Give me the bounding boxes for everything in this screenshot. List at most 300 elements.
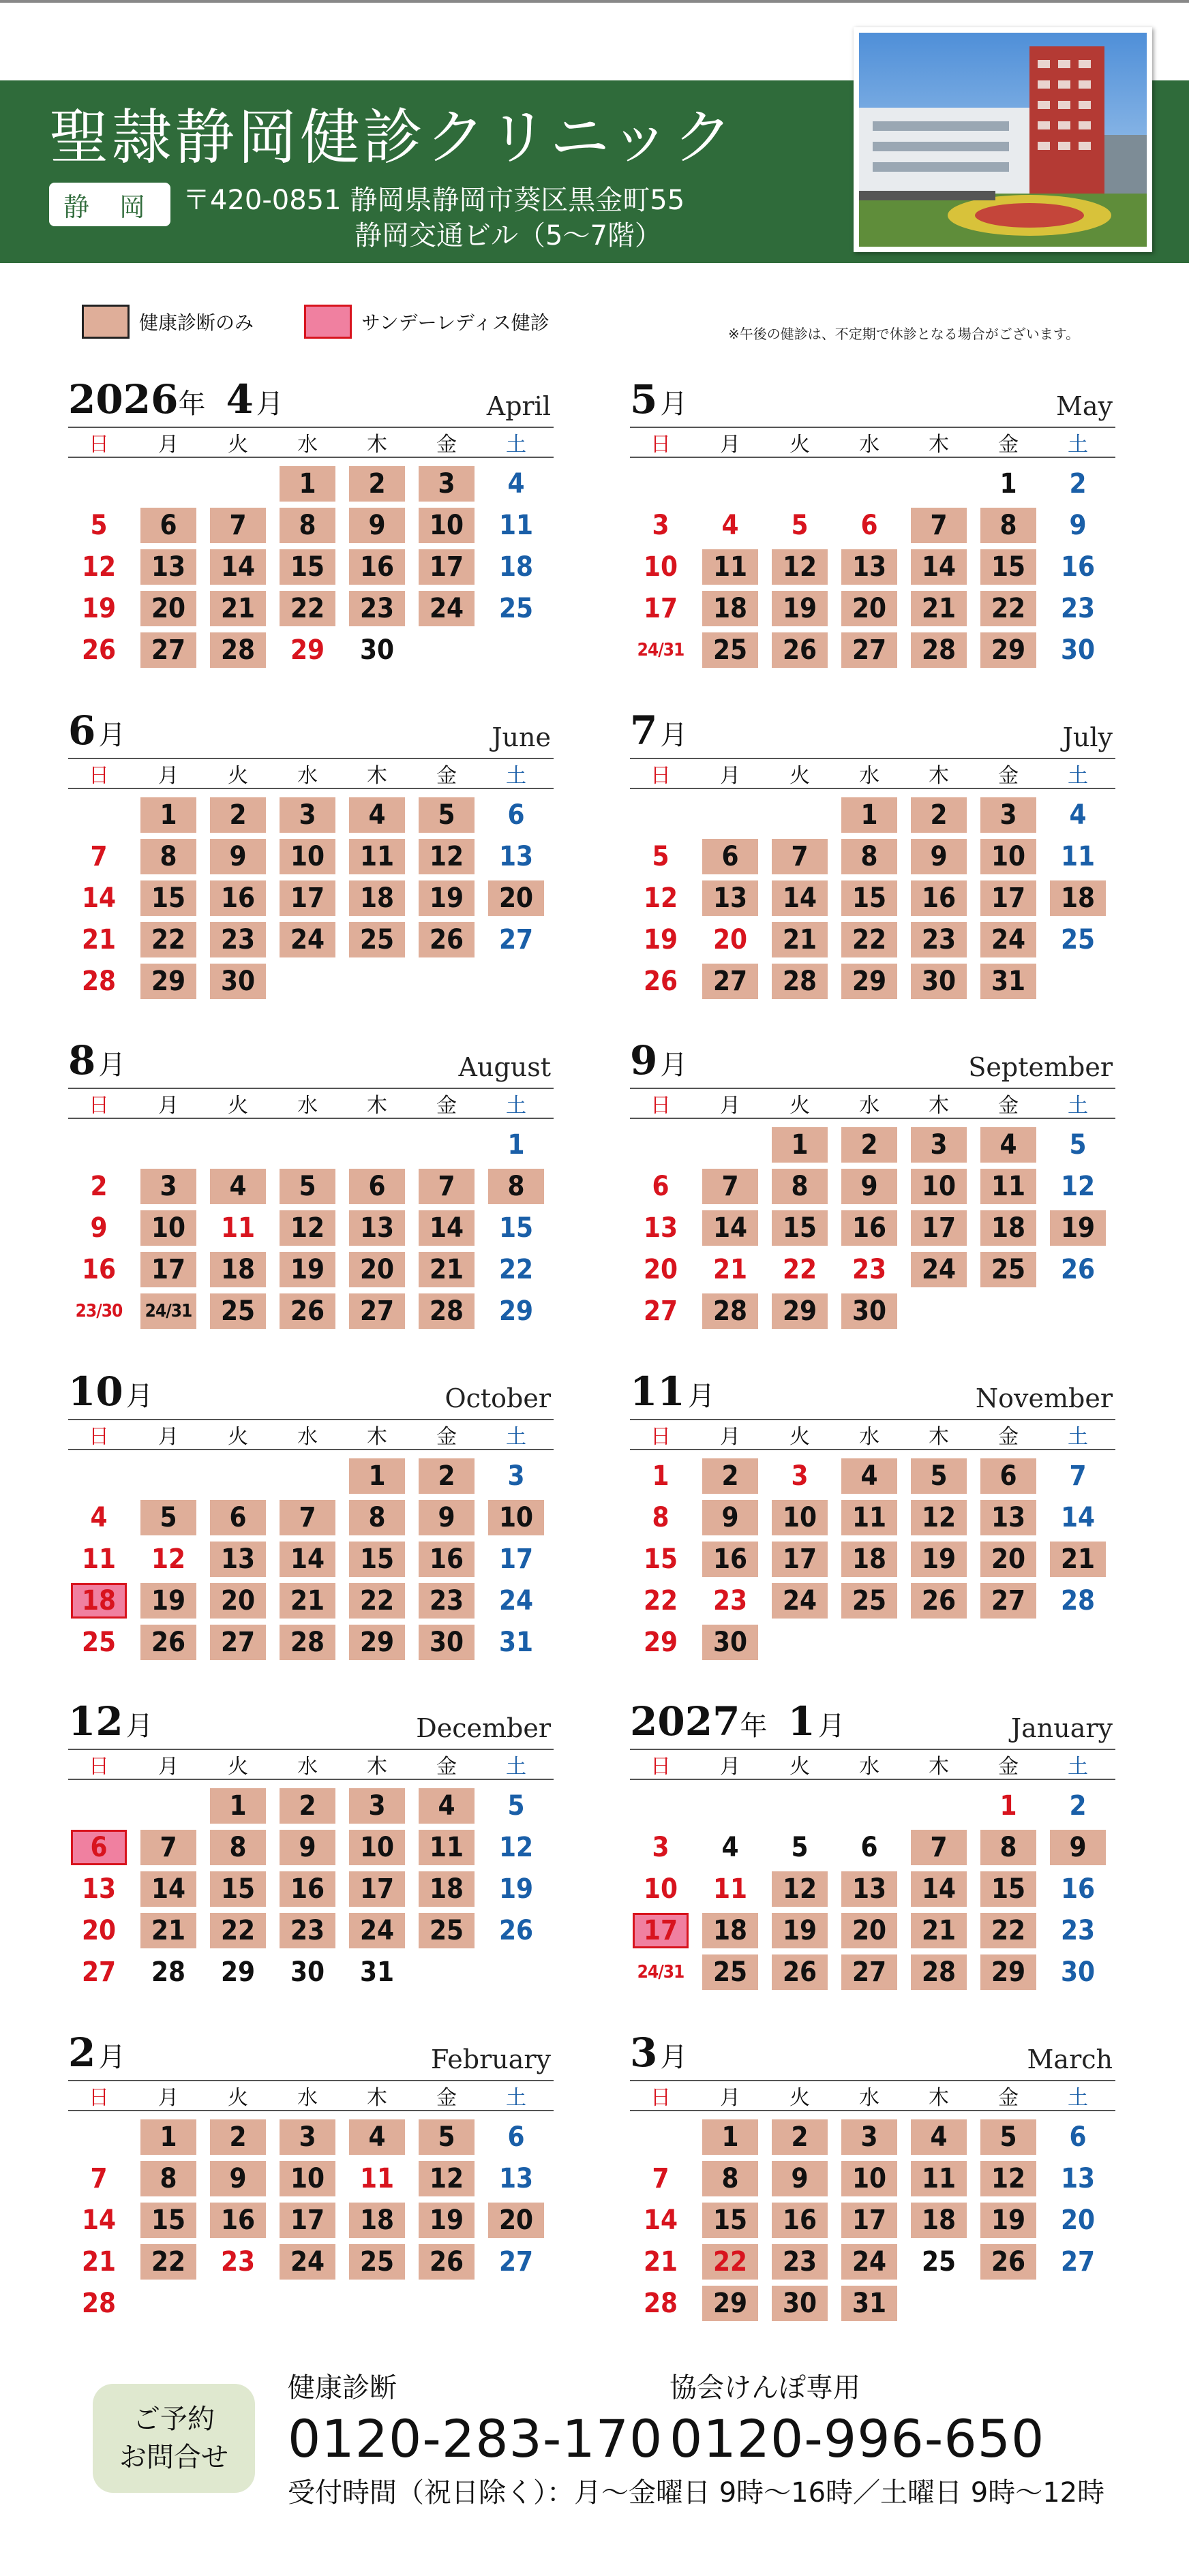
day-cell: 13 [349, 1210, 405, 1246]
day-cell: 30 [290, 1957, 325, 1988]
day-cell: 20 [488, 2203, 544, 2238]
day-cell: 5 [90, 510, 108, 541]
weekday-1: 月 [158, 2086, 179, 2110]
checkup-phone-label: 健康診断 [288, 2372, 397, 2404]
day-cell: 2 [772, 2119, 828, 2155]
day-cell: 3 [280, 2119, 335, 2155]
day-cell: 9 [1050, 1830, 1106, 1865]
day-cell: 12 [1060, 1171, 1096, 1202]
day-cell: 30 [359, 634, 395, 666]
day-cell: 7 [652, 2163, 669, 2194]
day-cell: 3 [140, 1169, 196, 1204]
day-cell: 11 [419, 1830, 475, 1865]
month-number: 6 [68, 707, 96, 754]
day-cell: 30 [841, 1293, 897, 1329]
day-cell: 19 [498, 1873, 534, 1905]
day-cell: 11 [220, 1212, 256, 1244]
weekday-header [68, 428, 554, 457]
weekday-1: 月 [158, 1425, 179, 1449]
month-kanji: 月 [125, 1381, 153, 1412]
month-english: July [1062, 722, 1113, 752]
day-cell: 11 [359, 2163, 395, 2194]
weekday-header [630, 428, 1115, 457]
day-cell: 6 [507, 799, 525, 831]
day-cell: 8 [140, 839, 196, 874]
weekday-1: 月 [720, 764, 740, 788]
day-cell: 14 [81, 2205, 117, 2236]
day-cell: 22 [841, 922, 897, 957]
day-cell: 19 [419, 880, 475, 916]
day-cell: 4 [419, 1788, 475, 1824]
day-cell: 26 [1060, 1254, 1096, 1285]
day-cell: 24 [280, 2244, 335, 2280]
day-cell: 1 [140, 797, 196, 833]
weekday-1: 月 [720, 1755, 740, 1779]
day-cell: 3 [507, 1460, 525, 1492]
day-cell: 26 [911, 1583, 967, 1619]
day-cell: 20 [980, 1542, 1036, 1577]
legend-ladies-label: サンデーレディス健診 [361, 311, 550, 334]
day-cell: 31 [359, 1957, 395, 1988]
day-cell: 12 [419, 2161, 475, 2196]
day-cell: 29 [980, 632, 1036, 668]
day-cell: 25 [702, 632, 758, 668]
month-2026-04 [68, 376, 554, 666]
top-border [0, 0, 1189, 3]
month-2026-11 [630, 1368, 1115, 1658]
weekday-5: 金 [998, 1094, 1019, 1118]
month-title [68, 1368, 153, 1415]
day-cell: 6 [980, 1458, 1036, 1494]
weekday-5: 金 [436, 764, 457, 788]
day-cell: 19 [643, 924, 678, 955]
month-english: October [445, 1383, 551, 1413]
day-cell: 4 [1069, 799, 1087, 831]
day-cell: 25 [349, 922, 405, 957]
month-kanji: 月 [687, 1381, 715, 1412]
weekday-0: 日 [89, 433, 109, 457]
day-cell: 11 [81, 1544, 117, 1575]
day-cell: 27 [980, 1583, 1036, 1619]
day-cell: 21 [210, 591, 266, 626]
day-cell: 12 [980, 2161, 1036, 2196]
day-cell: 23 [210, 922, 266, 957]
day-cell: 9 [280, 1830, 335, 1865]
month-title [630, 707, 687, 754]
month-number: 11 [630, 1368, 685, 1415]
day-cell: 24/31 [140, 1293, 196, 1329]
weekday-4: 木 [929, 1755, 949, 1779]
day-cell: 11 [349, 839, 405, 874]
day-cell: 26 [140, 1625, 196, 1660]
day-cell: 20 [210, 1583, 266, 1619]
month-english: June [492, 722, 551, 752]
legend-checkup-swatch [82, 305, 130, 339]
day-cell: 7 [702, 1169, 758, 1204]
day-cell: 16 [81, 1254, 117, 1285]
weekday-4: 木 [367, 1755, 387, 1779]
day-cell: 17 [980, 880, 1036, 916]
legend-ladies-swatch [304, 305, 352, 339]
day-cell: 17 [841, 2203, 897, 2238]
weekday-4: 木 [367, 1094, 387, 1118]
day-cell: 8 [349, 1500, 405, 1535]
day-cell: 15 [643, 1544, 678, 1575]
month-number: 3 [630, 2029, 658, 2076]
day-cell: 17 [911, 1210, 967, 1246]
month-kanji: 月 [660, 2042, 688, 2073]
weekday-5: 金 [436, 1425, 457, 1449]
day-cell: 19 [772, 1913, 828, 1948]
day-cell: 3 [280, 797, 335, 833]
day-cell: 20 [81, 1915, 117, 1946]
day-cell: 10 [419, 508, 475, 543]
day-cell: 5 [507, 1790, 525, 1822]
day-cell: 25 [349, 2244, 405, 2280]
day-cell: 19 [81, 593, 117, 624]
day-cell: 16 [772, 2203, 828, 2238]
month-number: 12 [68, 1698, 123, 1745]
weekday-0: 日 [89, 1094, 109, 1118]
day-cell: 28 [643, 2288, 678, 2319]
weekday-4: 木 [929, 1425, 949, 1449]
weekday-5: 金 [998, 764, 1019, 788]
day-cell: 20 [841, 591, 897, 626]
day-cell: 12 [81, 551, 117, 583]
month-number: 8 [68, 1037, 96, 1084]
month-2026-06 [68, 707, 554, 997]
address-line-1: 〒420-0851 静岡県静岡市葵区黒金町55 [183, 185, 685, 216]
month-2027-01 [630, 1698, 1115, 1988]
day-cell: 13 [210, 1542, 266, 1577]
day-cell: 18 [702, 591, 758, 626]
weekday-4: 木 [929, 1094, 949, 1118]
checkup-phone-number[interactable]: 0120-283-170 [288, 2408, 663, 2469]
day-cell: 5 [280, 1169, 335, 1204]
day-cell: 30 [210, 964, 266, 999]
month-english: April [486, 391, 551, 421]
day-cell: 6 [1069, 2121, 1087, 2153]
day-cell: 14 [280, 1542, 335, 1577]
month-number: 1 [787, 1698, 815, 1745]
day-cell: 10 [349, 1830, 405, 1865]
day-cell: 17 [349, 1871, 405, 1907]
day-cell: 25 [702, 1954, 758, 1990]
day-cell: 5 [791, 510, 809, 541]
day-cell: 22 [782, 1254, 817, 1285]
weekday-3: 水 [297, 764, 318, 788]
day-cell: 30 [1060, 1957, 1096, 1988]
weekday-2: 火 [789, 1094, 810, 1118]
weekday-6: 土 [506, 1425, 526, 1449]
month-english: February [430, 2044, 551, 2074]
day-cell: 21 [1050, 1542, 1106, 1577]
day-cell: 24 [772, 1583, 828, 1619]
weekday-2: 火 [228, 1094, 248, 1118]
month-2026-09 [630, 1037, 1115, 1327]
day-cell: 28 [772, 964, 828, 999]
day-cell: 27 [841, 1954, 897, 1990]
day-cell: 26 [498, 1915, 534, 1946]
day-cell: 18 [980, 1210, 1036, 1246]
day-cell: 19 [911, 1542, 967, 1577]
weekday-3: 水 [297, 433, 318, 457]
day-cell: 6 [652, 1171, 669, 1202]
day-cell: 30 [911, 964, 967, 999]
day-cell: 10 [280, 839, 335, 874]
day-cell: 15 [772, 1210, 828, 1246]
month-english: January [1010, 1713, 1113, 1743]
day-cell: 13 [980, 1500, 1036, 1535]
weekday-header [68, 1420, 554, 1449]
month-english: September [968, 1052, 1113, 1082]
day-cell: 13 [841, 549, 897, 585]
day-cell: 8 [772, 1169, 828, 1204]
day-cell: 22 [498, 1254, 534, 1285]
weekday-4: 木 [367, 764, 387, 788]
day-cell: 1 [999, 468, 1017, 500]
day-cell: 27 [81, 1957, 117, 1988]
weekday-1: 月 [720, 1094, 740, 1118]
month-title [630, 1698, 845, 1745]
day-cell: 13 [702, 880, 758, 916]
day-cell: 6 [860, 510, 878, 541]
month-title [630, 2029, 687, 2076]
day-cell: 4 [721, 510, 739, 541]
day-cell: 9 [90, 1212, 108, 1244]
day-cell: 16 [210, 880, 266, 916]
weekday-4: 木 [367, 1425, 387, 1449]
day-cell: 14 [772, 880, 828, 916]
weekday-6: 土 [1068, 764, 1088, 788]
weekday-0: 日 [650, 1755, 671, 1779]
day-cell: 3 [911, 1127, 967, 1163]
day-cell: 8 [980, 508, 1036, 543]
day-cell: 10 [911, 1169, 967, 1204]
month-2027-03 [630, 2029, 1115, 2319]
day-cell: 16 [210, 2203, 266, 2238]
weekday-header [630, 1089, 1115, 1118]
day-cell: 30 [702, 1625, 758, 1660]
day-cell: 26 [81, 634, 117, 666]
day-cell: 23 [220, 2246, 256, 2278]
day-cell: 5 [980, 2119, 1036, 2155]
day-cell: 21 [911, 1913, 967, 1948]
weekday-3: 水 [297, 1094, 318, 1118]
day-cell: 5 [1069, 1129, 1087, 1161]
day-cell: 14 [911, 1871, 967, 1907]
day-cell: 24/31 [637, 1962, 684, 1982]
weekday-3: 水 [859, 2086, 879, 2110]
day-cell: 29 [140, 964, 196, 999]
weekday-3: 水 [859, 433, 879, 457]
day-cell: 26 [772, 632, 828, 668]
weekday-1: 月 [158, 1755, 179, 1779]
day-cell: 17 [643, 593, 678, 624]
month-year: 2027 [630, 1698, 740, 1745]
day-cell: 22 [702, 2244, 758, 2280]
day-cell: 3 [652, 1832, 669, 1863]
day-cell: 8 [140, 2161, 196, 2196]
day-cell: 13 [643, 1212, 678, 1244]
day-cell: 9 [841, 1169, 897, 1204]
weekday-header [68, 2081, 554, 2110]
day-cell: 28 [210, 632, 266, 668]
day-cell: 22 [349, 1583, 405, 1619]
weekday-4: 木 [367, 433, 387, 457]
day-cell: 9 [772, 2161, 828, 2196]
day-cell: 15 [498, 1212, 534, 1244]
weekday-3: 水 [859, 764, 879, 788]
month-title [630, 1368, 715, 1415]
day-cell: 8 [210, 1830, 266, 1865]
day-cell: 17 [280, 2203, 335, 2238]
building-photo-image [859, 33, 1147, 247]
day-cell: 11 [1060, 841, 1096, 872]
day-cell: 27 [210, 1625, 266, 1660]
day-cell: 6 [210, 1500, 266, 1535]
weekday-3: 水 [859, 1094, 879, 1118]
weekday-2: 火 [789, 433, 810, 457]
day-cell: 21 [712, 1254, 748, 1285]
day-cell: 10 [280, 2161, 335, 2196]
day-cell: 28 [911, 1954, 967, 1990]
day-cell: 20 [1060, 2205, 1096, 2236]
day-cell: 15 [280, 549, 335, 585]
weekday-0: 日 [89, 1425, 109, 1449]
day-cell: 4 [349, 797, 405, 833]
day-cell: 13 [498, 2163, 534, 2194]
day-cell: 18 [841, 1542, 897, 1577]
day-cell: 4 [911, 2119, 967, 2155]
day-cell: 1 [841, 797, 897, 833]
weekday-0: 日 [650, 764, 671, 788]
weekday-2: 火 [789, 1755, 810, 1779]
building-photo [854, 27, 1152, 252]
month-2026-12 [68, 1698, 554, 1988]
kyokai-phone-number[interactable]: 0120-996-650 [669, 2408, 1045, 2469]
day-cell: 27 [498, 2246, 534, 2278]
month-title [630, 376, 687, 423]
day-cell: 5 [419, 797, 475, 833]
day-cell: 13 [498, 841, 534, 872]
contact-badge-line2: お問合せ [119, 2442, 228, 2473]
day-cell: 15 [349, 1542, 405, 1577]
day-cell: 21 [280, 1583, 335, 1619]
day-cell: 17 [772, 1542, 828, 1577]
day-cell: 7 [210, 508, 266, 543]
weekday-6: 土 [506, 2086, 526, 2110]
day-cell: 11 [498, 510, 534, 541]
day-cell: 23 [712, 1585, 748, 1616]
month-english: November [975, 1383, 1113, 1413]
month-english: March [1027, 2044, 1113, 2074]
day-cell: 22 [980, 1913, 1036, 1948]
day-cell: 6 [702, 839, 758, 874]
day-cell: 14 [419, 1210, 475, 1246]
day-cell: 19 [280, 1252, 335, 1287]
day-cell: 2 [210, 2119, 266, 2155]
day-cell: 4 [721, 1832, 739, 1863]
day-cell: 22 [280, 591, 335, 626]
day-cell: 23 [1060, 593, 1096, 624]
weekday-5: 金 [436, 1094, 457, 1118]
day-cell: 13 [841, 1871, 897, 1907]
day-cell: 9 [1069, 510, 1087, 541]
month-2027-02 [68, 2029, 554, 2319]
day-cell: 28 [702, 1293, 758, 1329]
day-cell: 21 [81, 2246, 117, 2278]
day-cell: 8 [488, 1169, 544, 1204]
day-cell: 29 [772, 1293, 828, 1329]
day-cell: 12 [419, 839, 475, 874]
weekday-6: 土 [1068, 433, 1088, 457]
day-cell: 7 [90, 2163, 108, 2194]
day-cell: 3 [419, 466, 475, 502]
day-cell: 1 [652, 1460, 669, 1492]
day-cell: 27 [140, 632, 196, 668]
month-english: May [1055, 391, 1113, 421]
day-cell: 11 [841, 1500, 897, 1535]
month-kanji: 月 [660, 1049, 688, 1081]
weekday-1: 月 [158, 1094, 179, 1118]
day-cell: 10 [488, 1500, 544, 1535]
weekday-1: 月 [720, 2086, 740, 2110]
month-year: 2026 [68, 376, 179, 423]
day-cell: 31 [498, 1627, 534, 1658]
day-cell: 29 [643, 1627, 678, 1658]
day-cell: 14 [1060, 1502, 1096, 1533]
day-cell: 5 [419, 2119, 475, 2155]
day-cell: 3 [791, 1460, 809, 1492]
day-cell: 4 [90, 1502, 108, 1533]
day-cell: 12 [280, 1210, 335, 1246]
weekday-header [630, 1420, 1115, 1449]
day-cell: 12 [498, 1832, 534, 1863]
day-cell: 2 [1069, 468, 1087, 500]
day-cell: 7 [140, 1830, 196, 1865]
day-cell: 23 [349, 591, 405, 626]
contact-badge [93, 2384, 255, 2493]
day-cell: 29 [290, 634, 325, 666]
day-cell: 2 [419, 1458, 475, 1494]
day-cell: 6 [140, 508, 196, 543]
weekday-0: 日 [89, 764, 109, 788]
day-cell: 8 [702, 2161, 758, 2196]
day-cell: 2 [90, 1171, 108, 1202]
day-cell: 5 [140, 1500, 196, 1535]
day-cell: 13 [1060, 2163, 1096, 2194]
weekday-3: 水 [297, 1755, 318, 1779]
day-cell: 2 [841, 1127, 897, 1163]
month-kanji: 月 [256, 388, 284, 420]
day-cell: 26 [280, 1293, 335, 1329]
weekday-5: 金 [998, 433, 1019, 457]
day-cell: 11 [702, 549, 758, 585]
weekday-2: 火 [228, 433, 248, 457]
day-cell: 27 [702, 964, 758, 999]
contact-badge-line1: ご予約 [133, 2404, 215, 2435]
clinic-name: 聖隷静岡健診クリニック [49, 102, 736, 172]
weekday-5: 金 [436, 2086, 457, 2110]
day-cell: 11 [911, 2161, 967, 2196]
month-kanji: 月 [98, 1049, 126, 1081]
day-cell: 10 [980, 839, 1036, 874]
day-cell: 24 [419, 591, 475, 626]
weekday-5: 金 [998, 1755, 1019, 1779]
month-kanji: 月 [98, 2042, 126, 2073]
day-cell: 14 [140, 1871, 196, 1907]
